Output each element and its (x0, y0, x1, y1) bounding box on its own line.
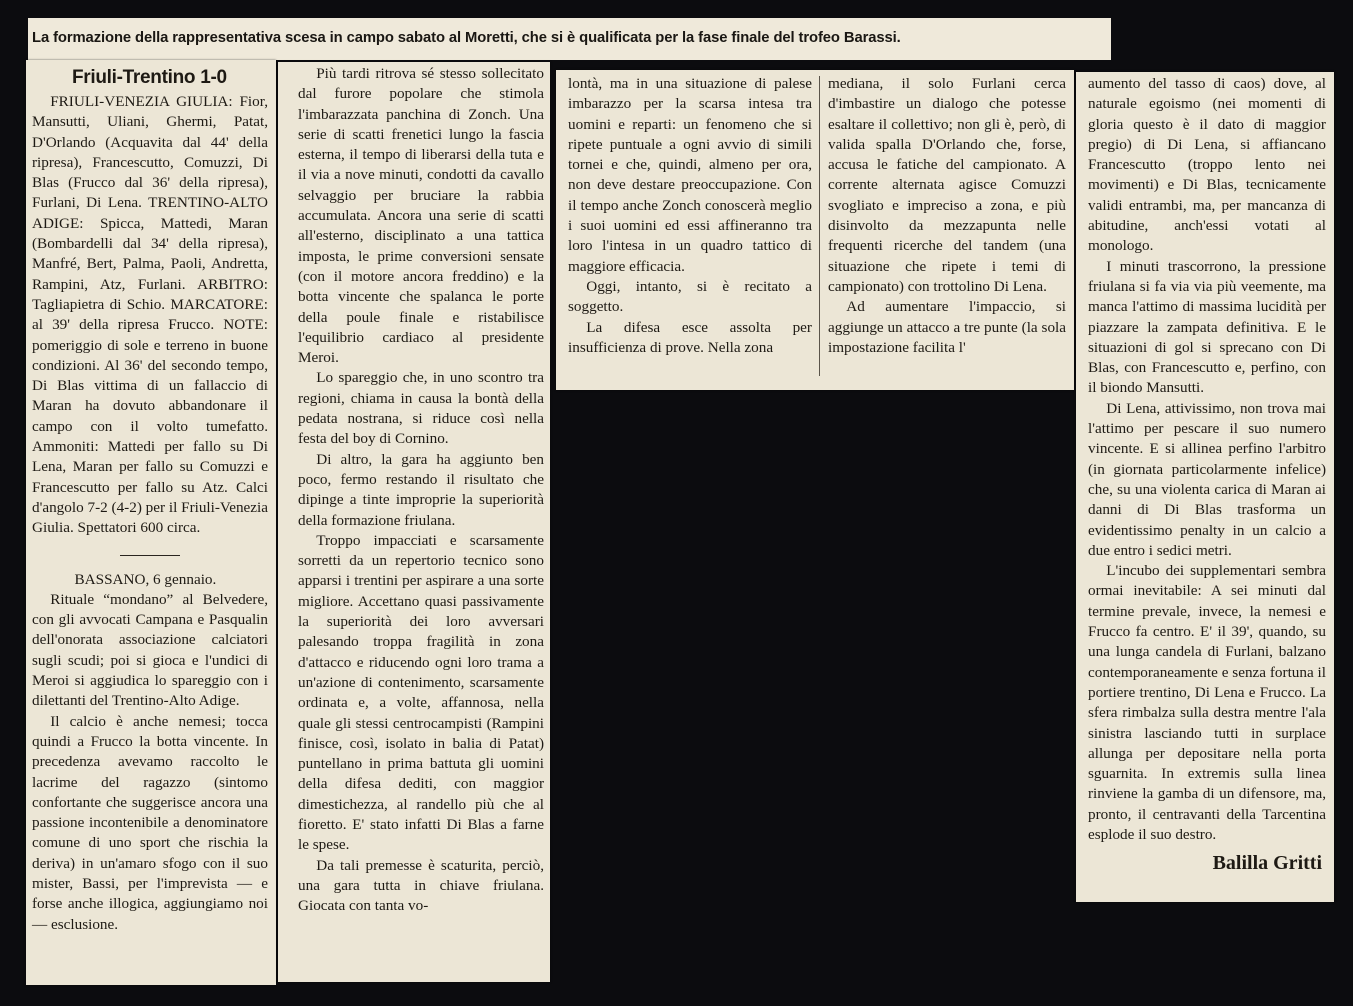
paragraph: Lo spareggio che, in uno scontro tra regioni, chiama in causa la bontà della pedata nostrana, si riduce così nella festa del boy di Cornino. (298, 369, 544, 448)
clipping-column-5 (1076, 72, 1334, 902)
paragraph: Rituale “mondano” al Belvedere, con gli avvocati Campana e Pasqualin dell'onorata associazione calciatori sugli scudi; poi si gioca e l'undici di Meroi si aggiudica lo spareggio con i dilettanti del Trentino-Alto Adige. (32, 590, 268, 710)
column-4-text (828, 74, 1066, 358)
section-divider (120, 555, 180, 556)
paragraph: La difesa esce assolta per insufficienza di prove. Nella zona (568, 318, 812, 356)
clipping-columns-3-4 (556, 70, 1074, 390)
column-rule (819, 76, 820, 376)
clipping-column-1 (26, 60, 276, 985)
dateline: BASSANO, 6 gennaio. (74, 570, 217, 588)
column-5-text (1088, 74, 1326, 874)
lineup-paragraph: FRIULI-VENEZIA GIULIA: Fior, Mansutti, Uliani, Ghermi, Patat, D'Orlando (Acquavita dal 44' della ripresa), Francescutto, Comuzzi, Di Blas (Frucco dal 36' della ripresa), Furlani, Di Lena. TRENTINO-ALTO ADIGE: Spicca, Mattedi, Maran (Bombardelli dal 34' della ripresa), Manfré, Bert, Palma, Paoli, Andretta, Rampini, Atz, Furlani. ARBITRO: Tagliapietra di Schio. MARCATORE: al 39' della ripresa Frucco. NOTE: pomeriggio di sole e terreno in buone condizioni. Al 36' del secondo tempo, Di Blas vittima di un fallaccio di Maran ha dovuto abbandonare il campo con il volto tumefatto. Ammoniti: Mattedi per fallo su Di Lena, Maran per fallo su Comuzzi e Francescutto per fallo su Atz. Calci d'angolo 7-2 (4-2) per il Friuli-Venezia Giulia. Spettatori 600 circa. (32, 93, 268, 537)
paragraph: Da tali premesse è scaturita, perciò, una gara tutta in chiave friulana. Giocata con tanta vo- (298, 856, 544, 915)
author-signature: Balilla Gritti (1212, 852, 1322, 875)
paragraph: Più tardi ritrova sé stesso sollecitato dal furore popolare che stimola l'imbarazzata panchina di Zonch. Una serie di scatti frenetici lungo la fascia esterna, il tempo di liberarsi della tuta e il via a nove minuti, condotti da cavallo selvaggio per bruciare la rabbia accumulata. Ancora una serie di scatti all'esterno, disciplinato a una tattica imposta, le prime conversioni sensate (con il motore ancora freddino) e la botta vincente che spalanca le porte della poule finale e ristabilisce l'equilibrio cardiaco al presidente Meroi. (298, 65, 544, 367)
paragraph: aumento del tasso di caos) dove, al naturale egoismo (nei momenti di gloria questo è il dato di maggior pregio) di Di Lena, si affiancano Francescutto (troppo lento nei movimenti) e Di Blas, tecnicamente validi entrambi, ma, per mancanza di abitudine, anch'essi votati al monologo. (1088, 75, 1326, 255)
column-3-text (568, 74, 812, 358)
column-1-text (32, 64, 268, 935)
paragraph: I minuti trascorrono, la pressione friulana si fa via via più veemente, ma manca l'attimo di massima lucidità per piazzare la zampata definitiva. E le situazioni di gol si sprecano con Di Blas, con Francescutto e, perfino, con il biondo Mansutti. (1088, 257, 1326, 397)
column-2-text (298, 64, 544, 916)
paragraph: Troppo impacciati e scarsamente sorretti da un repertorio tecnico sono apparsi i trentini per aspirare a una sorte migliore. Accettano quasi passivamente la superiorità dei loro avversari palesando troppa fragilità in zona d'attacco e riducendo ogni loro trama a un'azione di contenimento, scarsamente ordinata e, a volte, affannosa, nella quale gli stessi centrocampisti (Rampini finisce, così, isolato in balia di Patat) puntellano in prima battuta gli uomini della difesa dediti, con maggior dimestichezza, al randello più che al fioretto. E' stato infatti Di Blas a farne le spese. (298, 531, 544, 854)
paragraph: mediana, il solo Furlani cerca d'imbastire un dialogo che potesse esaltare il collettivo; non gli è, però, di valida spalla D'Orlando che, forse, accusa le fatiche del campionato. A corrente alternata agisce Comuzzi svogliato e impreciso a zona, e più disinvolto da mezzapunta nelle frequenti ricerche del tandem (una situazione che ripete i temi di campionato) con trottolino Di Lena. (828, 75, 1066, 295)
paragraph: Oggi, intanto, si è recitato a soggetto. (568, 277, 812, 316)
paragraph: Ad aumentare l'impaccio, si aggiunge un attacco a tre punte (la sola impostazione facilita l' (828, 298, 1066, 356)
paragraph: Di altro, la gara ha aggiunto ben poco, fermo restando il risultato che dipinge a tinte improprie la superiorità della formazione friulana. (298, 450, 544, 529)
paragraph: L'incubo dei supplementari sembra ormai inevitabile: A sei minuti dal termine prevale, invece, la nemesi e Frucco fa centro. E' il 39', quando, su una lunga candela di Furlani, balzano contemporaneamente e senza fortuna il portiere trentino, Di Lena e Frucco. La sfera rimbalza sulla destra mentre l'ala sinistra lasciando tutti in surplace allunga per depositare nella porta sguarnita. In extremis sulla linea rinviene la gamba di un difensore, ma, pronto, il centravanti della Tarcentina esplode il suo destro. (1088, 562, 1326, 843)
photo-caption-strip (28, 18, 1111, 60)
paragraph: Di Lena, attivissimo, non trova mai l'attimo per pescare il suo numero vincente. E si allinea perfino l'arbitro (in giornata particolarmente infelice) che, su una violenta carica di Maran ai danni di Di Blas trasforma un evidentissimo penalty in un calcio a due entro i sedici metri. (1088, 399, 1326, 559)
clipping-column-2 (278, 62, 550, 982)
paragraph: lontà, ma in una situazione di palese imbarazzo per la scarsa intesa tra uomini e reparti: un fenomeno che si ripete puntuale a ogni avvio di simili tornei e che, quindi, almeno per ora, non deve destare preoccupazione. Con il tempo anche Zonch conoscerà meglio i suoi uomini ed essi affineranno tra loro l'intesa in un quadro tattico di maggiore efficacia. (568, 75, 812, 275)
paragraph: Il calcio è anche nemesi; tocca quindi a Frucco la botta vincente. In precedenza avevamo raccolto le lacrime del ragazzo (sintomo confortante che suggerisce ancora una passione incontenibile a denominatore comune di uno sport che rischia la deriva) in un'amaro sfogo con il suo mister, Bassi, per l'imprevista — e forse anche illogica, aggiungiamo noi — esclusione. (32, 712, 268, 933)
photo-caption: La formazione della rappresentativa scesa in campo sabato al Moretti, che si è qualificata per la fase finale del trofeo Barassi. (32, 30, 901, 46)
article-headline: Friuli-Trentino 1-0 (72, 67, 227, 88)
